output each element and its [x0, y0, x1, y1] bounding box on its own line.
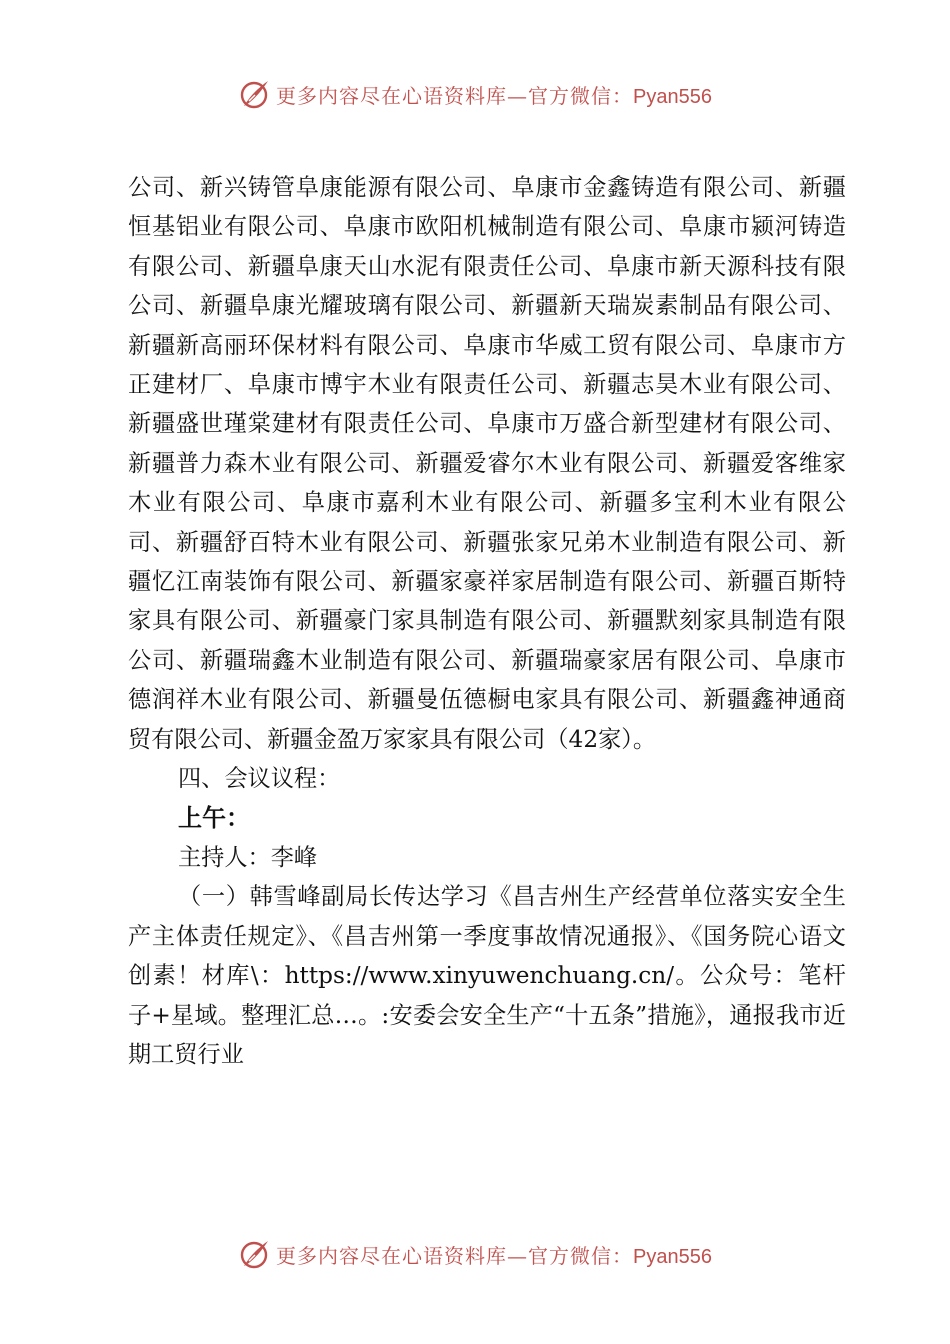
quill-logo-icon: [238, 1238, 270, 1270]
footer-banner-text: 更多内容尽在心语资料库—官方微信：Pyan556: [276, 1243, 712, 1268]
quill-logo-icon: [238, 78, 270, 110]
morning-label: 上午：: [178, 803, 250, 832]
footer-banner: [0, 1232, 950, 1276]
agenda-item-one: （一）韩雪峰副局长传达学习《昌吉州生产经营单位落实安全生产主体责任规定》、《昌吉州第一季度事故情况通报》、《国务院心语文创素！材库\：https://www.xinyuwenchuang.cn/。公众号：笔杆子+星域。整理汇总…。:安委会安全生产“十五条”措施》，通报我市近期工贸行业: [128, 883, 846, 1068]
header-wechat-id: Pyan556: [633, 85, 712, 108]
footer-wechat-id: Pyan556: [633, 1245, 712, 1268]
section-heading-agenda: 四、会议议程：: [178, 765, 341, 793]
company-list-paragraph: 公司、新兴铸管阜康能源有限公司、阜康市金鑫铸造有限公司、新疆恒基铝业有限公司、阜康市欧阳机械制造有限公司、阜康市颍河铸造有限公司、新疆阜康天山水泥有限责任公司、阜康市新天源科技有限公司、新疆阜康光耀玻璃有限公司、新疆新天瑞炭素制品有限公司、新疆新高丽环保材料有限公司、阜康市华威工贸有限公司、阜康市方正建材厂、阜康市博宇木业有限责任公司、新疆志昊木业有限公司、新疆盛世瑾棠建材有限责任公司、阜康市万盛合新型建材有限公司、新疆普力森木业有限公司、新疆爱睿尔木业有限公司、新疆爱客维家木业有限公司、阜康市嘉利木业有限公司、新疆多宝利木业有限公司、新疆舒百特木业有限公司、新疆张家兄弟木业制造有限公司、新疆忆江南装饰有限公司、新疆家豪祥家居制造有限公司、新疆百斯特家具有限公司、新疆豪门家具制造有限公司、新疆默刻家具制造有限公司、新疆瑞鑫木业制造有限公司、新疆瑞豪家居有限公司、阜康市德润祥木业有限公司、新疆曼伍德橱电家具有限公司、新疆鑫神通商贸有限公司、新疆金盈万家家具有限公司（42家）。: [128, 174, 846, 753]
document-body: [128, 168, 846, 1074]
header-banner-text: 更多内容尽在心语资料库—官方微信：Pyan556: [276, 83, 712, 108]
host-line: 主持人：李峰: [178, 843, 318, 871]
header-banner: [0, 72, 950, 116]
